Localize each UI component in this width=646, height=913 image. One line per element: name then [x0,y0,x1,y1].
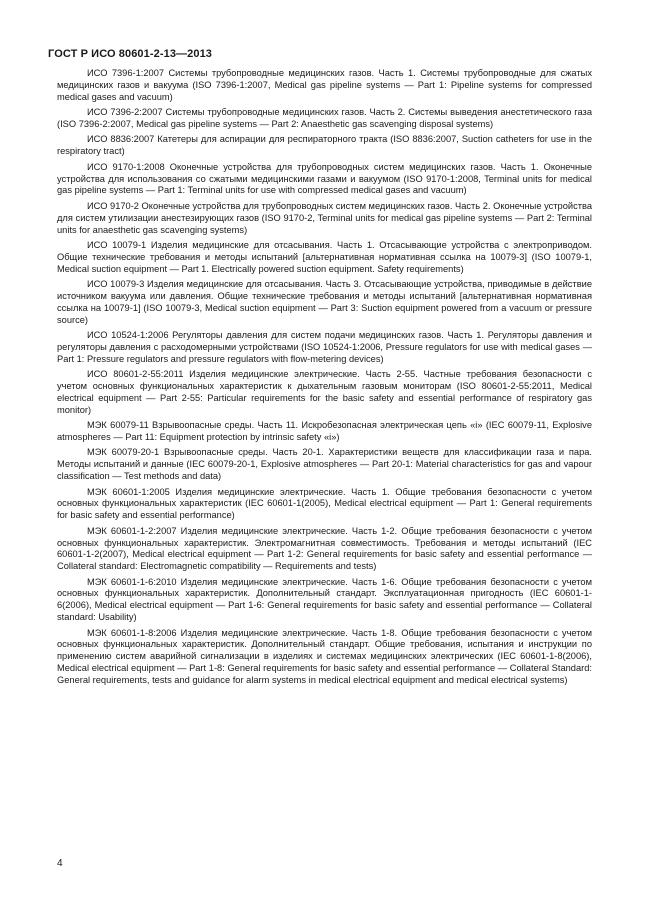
reference-item: ИСО 10524-1:2006 Регуляторы давления для систем подачи медицинских газов. Часть 1. Регуляторы давления и регуляторы давления с расходомерными устройствами (ISO 10524-1:2006, Pressure regulators for use with medical gases — Part 1: Pressure regulators and pressure regulators with flow-metering devices) [57,330,592,364]
reference-item: МЭК 60601-1-8:2006 Изделия медицинские электрические. Часть 1-8. Общие требования безопасности с учетом основных функциональных характеристик. Дополнительный стандарт. Общие требования, испытания и инструкции по применению систем аварийной сигнализации в изделиях и системах медицинских электрических (IEC 60601-1-8(2006), Medical electrical equipment — Part 1-8: General requirements for basic safety and essential performance — Collateral Standard: General requirements, tests and guidance for alarm systems in medical electrical equipment and medical electrical systems) [57,627,592,685]
reference-item: ИСО 10079-3 Изделия медицинские для отсасывания. Часть 3. Отсасывающие устройства, приводимые в действие источником вакуума или давления. Общие технические требования и методы испытаний [альтернативная нормативная ссылка на 10079-1] (ISO 10079-3, Medical suction equipment — Part 3: Suction equipment powered from a vacuum or pressure source) [57,279,592,325]
reference-item: МЭК 60079-20-1 Взрывоопасные среды. Часть 20-1. Характеристики веществ для классификации газа и пара. Методы испытаний и данные (IEC 60079-20-1, Explosive atmospheres — Part 20-1: Material characteristics for gas and vapour classification — Test methods and data) [57,447,592,482]
reference-item: МЭК 60079-11 Взрывоопасные среды. Часть 11. Искробезопасная электрическая цепь «i» (IEC 60079-11, Explosive atmospheres — Part 11: Equipment protection by intrinsic safety «i») [57,420,592,442]
normative-references [57,68,592,690]
reference-item: ИСО 7396-2:2007 Системы трубопроводные медицинских газов. Часть 2. Системы выведения анестетического газа (ISO 7396-2:2007, Medical gas pipeline systems — Part 2: Anaesthetic gas scavenging disposal systems) [57,107,592,129]
page-header-title: ГОСТ Р ИСО 80601-2-13—2013 [48,48,213,60]
reference-item: ИСО 8836:2007 Катетеры для аспирации для респираторного тракта (ISO 8836:2007, Suction catheters for use in the respiratory tract) [57,134,592,157]
reference-item: ИСО 10079-1 Изделия медицинские для отсасывания. Часть 1. Отсасывающие устройства с электроприводом. Общие технические требования и методы испытаний [альтернативная нормативная ссылка на 10079-3] (ISO 10079-1, Medical suction equipment — Part 1. Electrically powered suction equipment. Safety requirements) [57,239,592,274]
reference-item: МЭК 60601-1-6:2010 Изделия медицинские электрические. Часть 1-6. Общие требования безопасности с учетом основных функциональных характеристик. Дополнительный стандарт. Эксплуатационная пригодность (IEC 60601-1-6(2006), Medical electrical equipment — Part 1-6: General requirements for basic safety and essential performance — Collateral standard: Usability) [57,576,592,623]
reference-item: МЭК 60601-1-2:2007 Изделия медицинские электрические. Часть 1-2. Общие требования безопасности с учетом основных функциональных характеристик. Электромагнитная совместимость. Требования и методы испытаний (IEC 60601-1-2(2007), Medical electrical equipment — Part 1-2: General requirements for basic safety and essential performance — Collateral standard: Electromagnetic compatibility — Requirements and tests) [57,525,592,572]
reference-item: ИСО 9170-2 Оконечные устройства для трубопроводных систем медицинских газов. Часть 2. Оконечные устройства для систем утилизации анестезирующих газов (ISO 9170-2, Terminal units for medical gas pipeline systems — Part 2: Terminal units for anaesthetic gas scavenging systems) [57,200,592,235]
reference-item: ИСО 80601-2-55:2011 Изделия медицинские электрические. Часть 2-55. Частные требования безопасности с учетом основных функциональных характеристик к дыхательным газовым мониторам (ISO 80601-2-55:2011, Medical electrical equipment — Part 2-55: Particular requirements for the basic safety and essential performance of respiratory gas monitor) [57,369,592,415]
page-number: 4 [57,858,63,869]
reference-item: МЭК 60601-1:2005 Изделия медицинские электрические. Часть 1. Общие требования безопасности с учетом основных функциональных характеристик (IEC 60601-1(2005), Medical electrical equipment — Part 1: General requirements for basic safety and essential performance) [57,486,592,521]
reference-item: ИСО 7396-1:2007 Системы трубопроводные медицинских газов. Часть 1. Системы трубопроводные для сжатых медицинских газов и вакуума (ISO 7396-1:2007, Medical gas pipeline systems — Part 1: Pipeline systems for compressed medical gases and vacuum) [57,68,592,102]
reference-item: ИСО 9170-1:2008 Оконечные устройства для трубопроводных систем медицинских газов. Часть 1. Оконечные устройства для использования со сжатыми медицинскими газами и вакуумом (ISO 9170-1:2008, Terminal units for medical gas pipeline systems — Part 1: Terminal units for use with compressed medical gases and vacuum) [57,161,592,196]
